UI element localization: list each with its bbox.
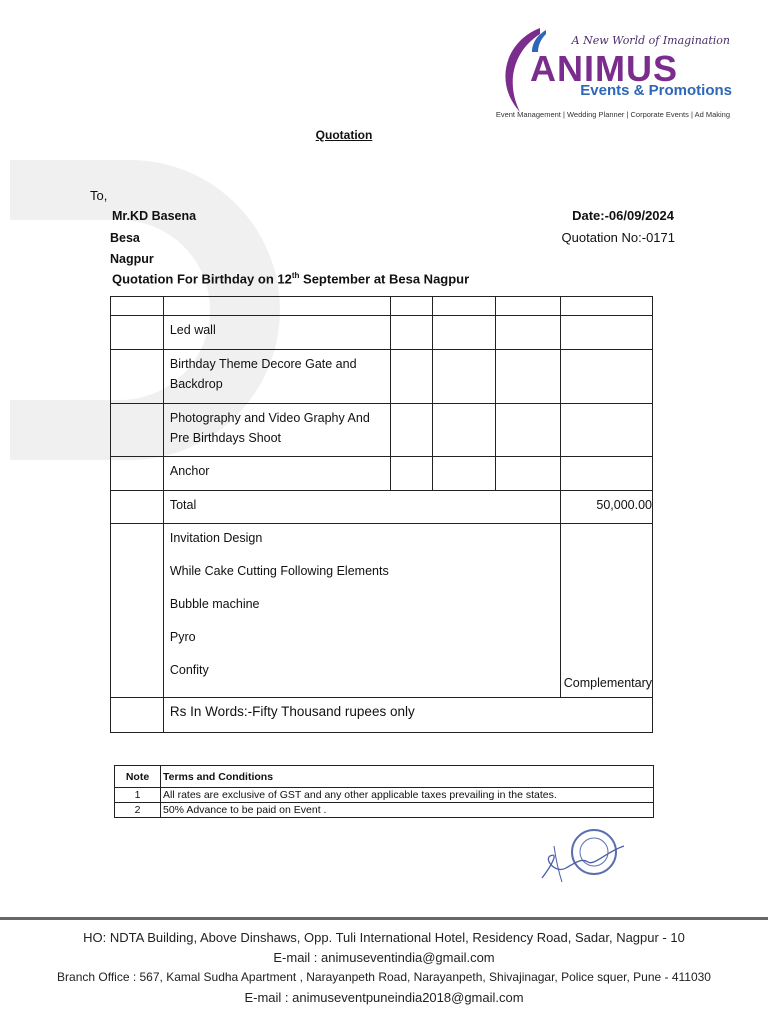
note-header: Note <box>115 766 161 788</box>
table-row <box>111 404 653 457</box>
amount-in-words: Rs In Words:-Fifty Thousand rupees only <box>163 698 652 733</box>
list-item: While Cake Cutting Following Elements <box>169 564 389 578</box>
list-item: Bubble machine <box>169 597 260 611</box>
term-number: 2 <box>115 803 161 818</box>
item-description: Photography and Video Graphy And Pre Birthdays Shoot <box>163 404 391 457</box>
terms-header-row <box>115 766 654 788</box>
list-item: Confity <box>169 663 209 677</box>
total-amount: 50,000.00 <box>560 491 652 524</box>
quotation-table <box>110 296 653 733</box>
quotation-heading: Quotation For Birthday on 12th September at Besa Nagpur <box>112 271 470 287</box>
client-name: Mr.KD Basena <box>112 209 197 223</box>
term-number: 1 <box>115 788 161 803</box>
client-address-line2: Nagpur <box>110 252 154 266</box>
list-item: Pyro <box>169 630 196 644</box>
table-row <box>111 316 653 350</box>
footer-email-branch: E-mail : animuseventpuneindia2018@gmail.com <box>244 990 524 1005</box>
list-item: Invitation Design <box>169 531 263 545</box>
item-description: Led wall <box>163 316 391 350</box>
total-row <box>111 491 653 524</box>
footer-email-ho: E-mail : animuseventindia@gmail.com <box>273 950 495 965</box>
footer-address-branch: Branch Office : 567, Kamal Sudha Apartment , Narayanpeth Road, Narayanpeth, Shivajinagar, Police squer, Pune - 411030 <box>57 970 711 984</box>
stamp-signature <box>536 822 626 890</box>
complementary-row <box>111 524 653 698</box>
terms-row <box>115 803 654 818</box>
logo-tagline: A New World of Imagination <box>571 34 730 47</box>
item-description: Anchor <box>163 457 391 491</box>
logo-services: Event Management | Wedding Planner | Corporate Events | Ad Making <box>495 110 730 119</box>
term-text: 50% Advance to be paid on Event . <box>161 803 654 818</box>
logo-brand: ANIMUS <box>530 48 678 89</box>
footer-address-ho: HO: NDTA Building, Above Dinshaws, Opp. Tuli International Hotel, Residency Road, Sadar, Nagpur - 10 <box>83 930 685 945</box>
complementary-list <box>163 524 560 698</box>
terms-table <box>114 765 654 818</box>
document-title: Quotation <box>315 128 373 142</box>
logo-subtitle: Events & Promotions <box>580 82 732 99</box>
amount-words-row <box>111 698 653 733</box>
terms-row <box>115 788 654 803</box>
total-label: Total <box>163 491 560 524</box>
quotation-date: Date:-06/09/2024 <box>572 208 674 223</box>
company-logo <box>492 22 742 124</box>
client-address-line1: Besa <box>110 231 140 245</box>
to-label: To, <box>90 188 108 203</box>
complementary-label: Complementary <box>560 524 652 698</box>
footer-divider <box>0 917 768 920</box>
item-description: Birthday Theme Decore Gate and Backdrop <box>163 350 391 404</box>
quotation-number: Quotation No:-0171 <box>561 230 675 245</box>
table-header-row <box>111 297 653 316</box>
term-text: All rates are exclusive of GST and any other applicable taxes prevailing in the states. <box>161 788 654 803</box>
table-row <box>111 457 653 491</box>
table-row <box>111 350 653 404</box>
terms-header: Terms and Conditions <box>161 766 654 788</box>
